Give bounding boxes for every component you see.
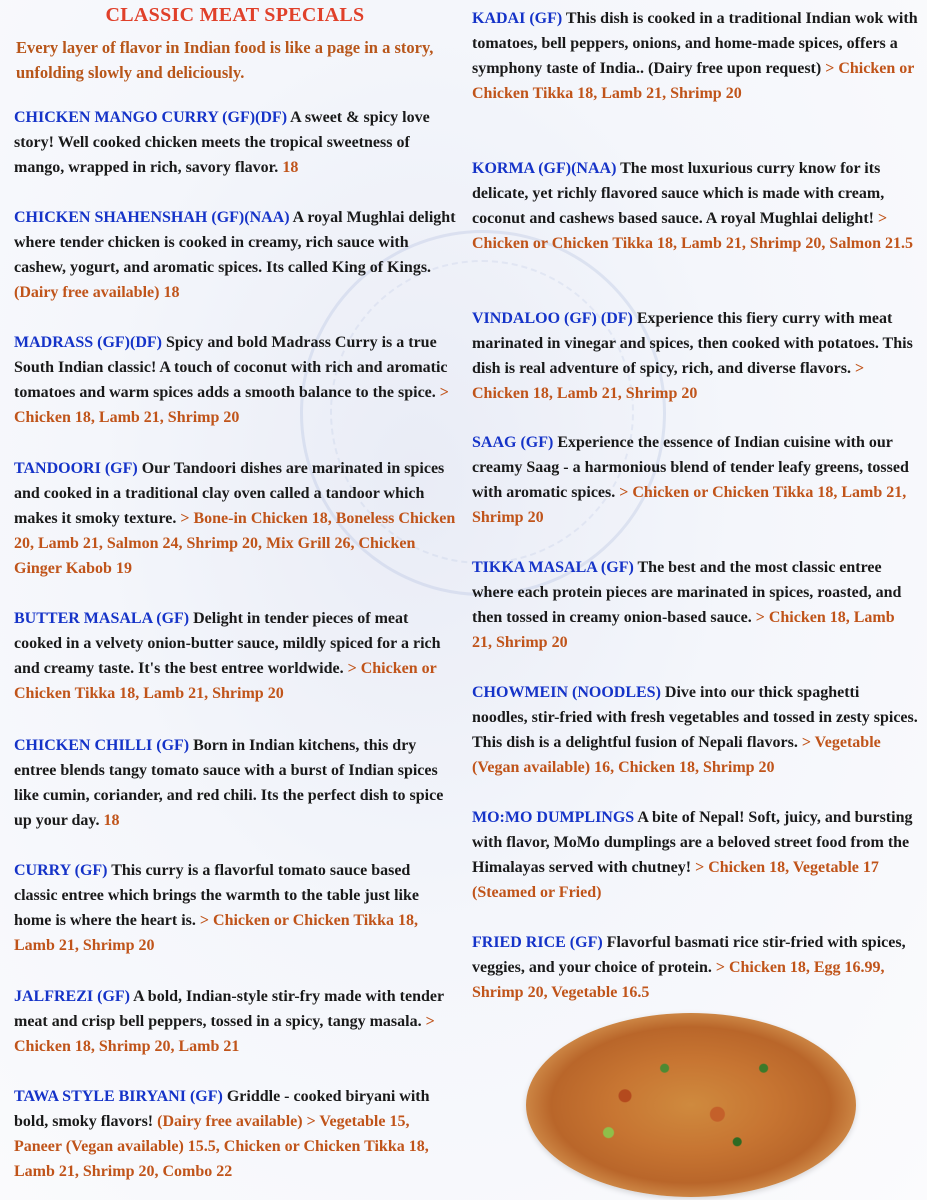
menu-item-name: CHICKEN CHILLI (GF) bbox=[14, 737, 190, 754]
menu-item-description: The most luxurious curry know for its delicate, yet richly flavored sauce which is made with cream, coconut and cashews based sauce. A royal Mughlai delight! bbox=[472, 160, 885, 227]
menu-item bbox=[472, 430, 918, 530]
menu-item-price: > Chicken 18, Lamb 21, Shrimp 20 bbox=[472, 609, 895, 651]
menu-item-name: TAWA STYLE BIRYANI (GF) bbox=[14, 1088, 223, 1105]
menu-item-name: SAAG (GF) bbox=[472, 434, 554, 451]
fried-rice-photo bbox=[526, 1013, 856, 1197]
menu-item-price: > Chicken or Chicken Tikka 18, Lamb 21, Shrimp 20 bbox=[14, 912, 418, 954]
menu-item-price: > Chicken or Chicken Tikka 18, Lamb 21, Shrimp 20 bbox=[472, 60, 915, 102]
menu-item-price: > Chicken or Chicken Tikka 18, Lamb 21, Shrimp 20 bbox=[14, 660, 437, 702]
menu-item bbox=[472, 6, 918, 106]
menu-item bbox=[14, 205, 456, 305]
menu-item-price: > Bone-in Chicken 18, Boneless Chicken 20, Lamb 21, Salmon 24, Shrimp 20, Mix Grill 26, Chicken Ginger Kabob 19 bbox=[14, 510, 456, 577]
menu-item-price: > Chicken 18, Shrimp 20, Lamb 21 bbox=[14, 1013, 435, 1055]
menu-item-name: MADRASS (GF)(DF) bbox=[14, 334, 162, 351]
menu-item-name: CHICKEN SHAHENSHAH (GF)(NAA) bbox=[14, 209, 290, 226]
menu-item-description: A royal Mughlai delight where tender chicken is cooked in creamy, rich sauce with cashew, yogurt, and aromatic spices. Its called King of Kings. bbox=[14, 209, 456, 276]
menu-item bbox=[472, 306, 918, 406]
menu-item-description: Born in Indian kitchens, this dry entree blends tangy tomato sauce with a burst of Indian spices like cumin, coriander, and red chili. Its the perfect dish to spice up your day. bbox=[14, 737, 444, 829]
menu-item-price: > Chicken 18, Egg 16.99, Shrimp 20, Vegetable 16.5 bbox=[472, 959, 885, 1001]
menu-item-description: Our Tandoori dishes are marinated in spices and cooked in a traditional clay oven called a tandoor which makes it smoky texture. bbox=[14, 460, 445, 527]
menu-item-price: > Chicken 18, Lamb 21, Shrimp 20 bbox=[472, 360, 865, 402]
menu-item-price: > Chicken 18, Vegetable 17 (Steamed or Fried) bbox=[472, 859, 879, 901]
menu-item bbox=[472, 555, 918, 655]
menu-item bbox=[14, 606, 456, 706]
menu-item-description: Delight in tender pieces of meat cooked in a velvety onion-butter sauce, mildly spiced for a rich and creamy taste. It's the best entree worldwide. bbox=[14, 610, 441, 677]
menu-item-description: Experience the essence of Indian cuisine with our creamy Saag - a harmonious blend of tender leafy greens, tossed with aromatic spices. bbox=[472, 434, 909, 501]
menu-item bbox=[14, 456, 456, 581]
menu-item-description: Griddle - cooked biryani with bold, smoky flavors! bbox=[14, 1088, 430, 1130]
menu-item bbox=[472, 805, 918, 905]
menu-item bbox=[14, 105, 456, 180]
menu-item-name: KORMA (GF)(NAA) bbox=[472, 160, 617, 177]
menu-item-price: > Chicken 18, Lamb 21, Shrimp 20 bbox=[14, 384, 449, 426]
menu-item-description: This curry is a flavorful tomato sauce based classic entree which brings the warmth to the table just like home is where the heart is. bbox=[14, 862, 419, 929]
menu-item bbox=[14, 1084, 456, 1184]
menu-item-name: CURRY (GF) bbox=[14, 862, 108, 879]
menu-item-description: This dish is cooked in a traditional Indian wok with tomatoes, bell peppers, onions, and home-made spices, offers a symphony taste of India.. (Dairy free upon request) bbox=[472, 10, 918, 77]
page-title: CLASSIC MEAT SPECIALS bbox=[105, 4, 365, 26]
menu-item-name: MO:MO DUMPLINGS bbox=[472, 809, 635, 826]
menu-item bbox=[14, 733, 456, 833]
menu-item-description: A bite of Nepal! Soft, juicy, and bursting with flavor, MoMo dumplings are a beloved street food from the Himalayas served with chutney! bbox=[472, 809, 913, 876]
menu-item-price: > Vegetable (Vegan available) 16, Chicken 18, Shrimp 20 bbox=[472, 734, 881, 776]
menu-item-price: > Chicken or Chicken Tikka 18, Lamb 21, Shrimp 20 bbox=[472, 484, 907, 526]
menu-item-price: 18 bbox=[103, 812, 120, 829]
menu-item bbox=[472, 680, 918, 780]
menu-item-price: > Chicken or Chicken Tikka 18, Lamb 21, Shrimp 20, Salmon 21.5 bbox=[472, 210, 913, 252]
menu-item bbox=[472, 156, 918, 256]
menu-item-price: (Dairy free available) > Vegetable 15, Paneer (Vegan available) 15.5, Chicken or Chicken Tikka 18, Lamb 21, Shrimp 20, Combo 22 bbox=[14, 1113, 429, 1180]
menu-item-name: FRIED RICE (GF) bbox=[472, 934, 603, 951]
menu-item-description: Experience this fiery curry with meat marinated in vinegar and spices, then cooked with potatoes. This dish is real adventure of spicy, rich, and diverse flavors. bbox=[472, 310, 913, 377]
menu-item-description: A bold, Indian-style stir-fry made with tender meat and crisp bell peppers, tossed in a spicy, tangy masala. bbox=[14, 988, 444, 1030]
menu-item bbox=[14, 330, 456, 430]
menu-item-price: 18 bbox=[282, 159, 299, 176]
menu-item-description: The best and the most classic entree where each protein pieces are marinated in spices, roasted, and then tossed in creamy onion-based sauce. bbox=[472, 559, 902, 626]
menu-item-description: Dive into our thick spaghetti noodles, stir-fried with fresh vegetables and tossed in zesty spices. This dish is a delightful fusion of Nepali flavors. bbox=[472, 684, 918, 751]
menu-item-name: TANDOORI (GF) bbox=[14, 460, 138, 477]
menu-item bbox=[14, 858, 456, 958]
menu-item-description: Flavorful basmati rice stir-fried with spices, veggies, and your choice of protein. bbox=[472, 934, 906, 976]
menu-item bbox=[14, 984, 456, 1059]
menu-item-description: A sweet & spicy love story! Well cooked chicken meets the tropical sweetness of mango, wrapped in rich, savory flavor. bbox=[14, 109, 430, 176]
menu-item-name: VINDALOO (GF) (DF) bbox=[472, 310, 633, 327]
menu-item-name: JALFREZI (GF) bbox=[14, 988, 130, 1005]
menu-item-price: (Dairy free available) 18 bbox=[14, 284, 180, 301]
menu-item-name: CHOWMEIN (NOODLES) bbox=[472, 684, 661, 701]
menu-item-name: BUTTER MASALA (GF) bbox=[14, 610, 190, 627]
left-column bbox=[14, 0, 456, 1180]
menu-item-description: Spicy and bold Madrass Curry is a true South Indian classic! A touch of coconut with rich and aromatic tomatoes and warm spices adds a smooth balance to the spice. bbox=[14, 334, 448, 401]
menu-item-name: KADAI (GF) bbox=[472, 10, 563, 27]
menu-item bbox=[472, 930, 918, 1005]
tagline: Every layer of flavor in Indian food is like a page in a story, unfolding slowly and deliciously. bbox=[16, 38, 434, 82]
menu-item-name: CHICKEN MANGO CURRY (GF)(DF) bbox=[14, 109, 288, 126]
menu-item-name: TIKKA MASALA (GF) bbox=[472, 559, 634, 576]
